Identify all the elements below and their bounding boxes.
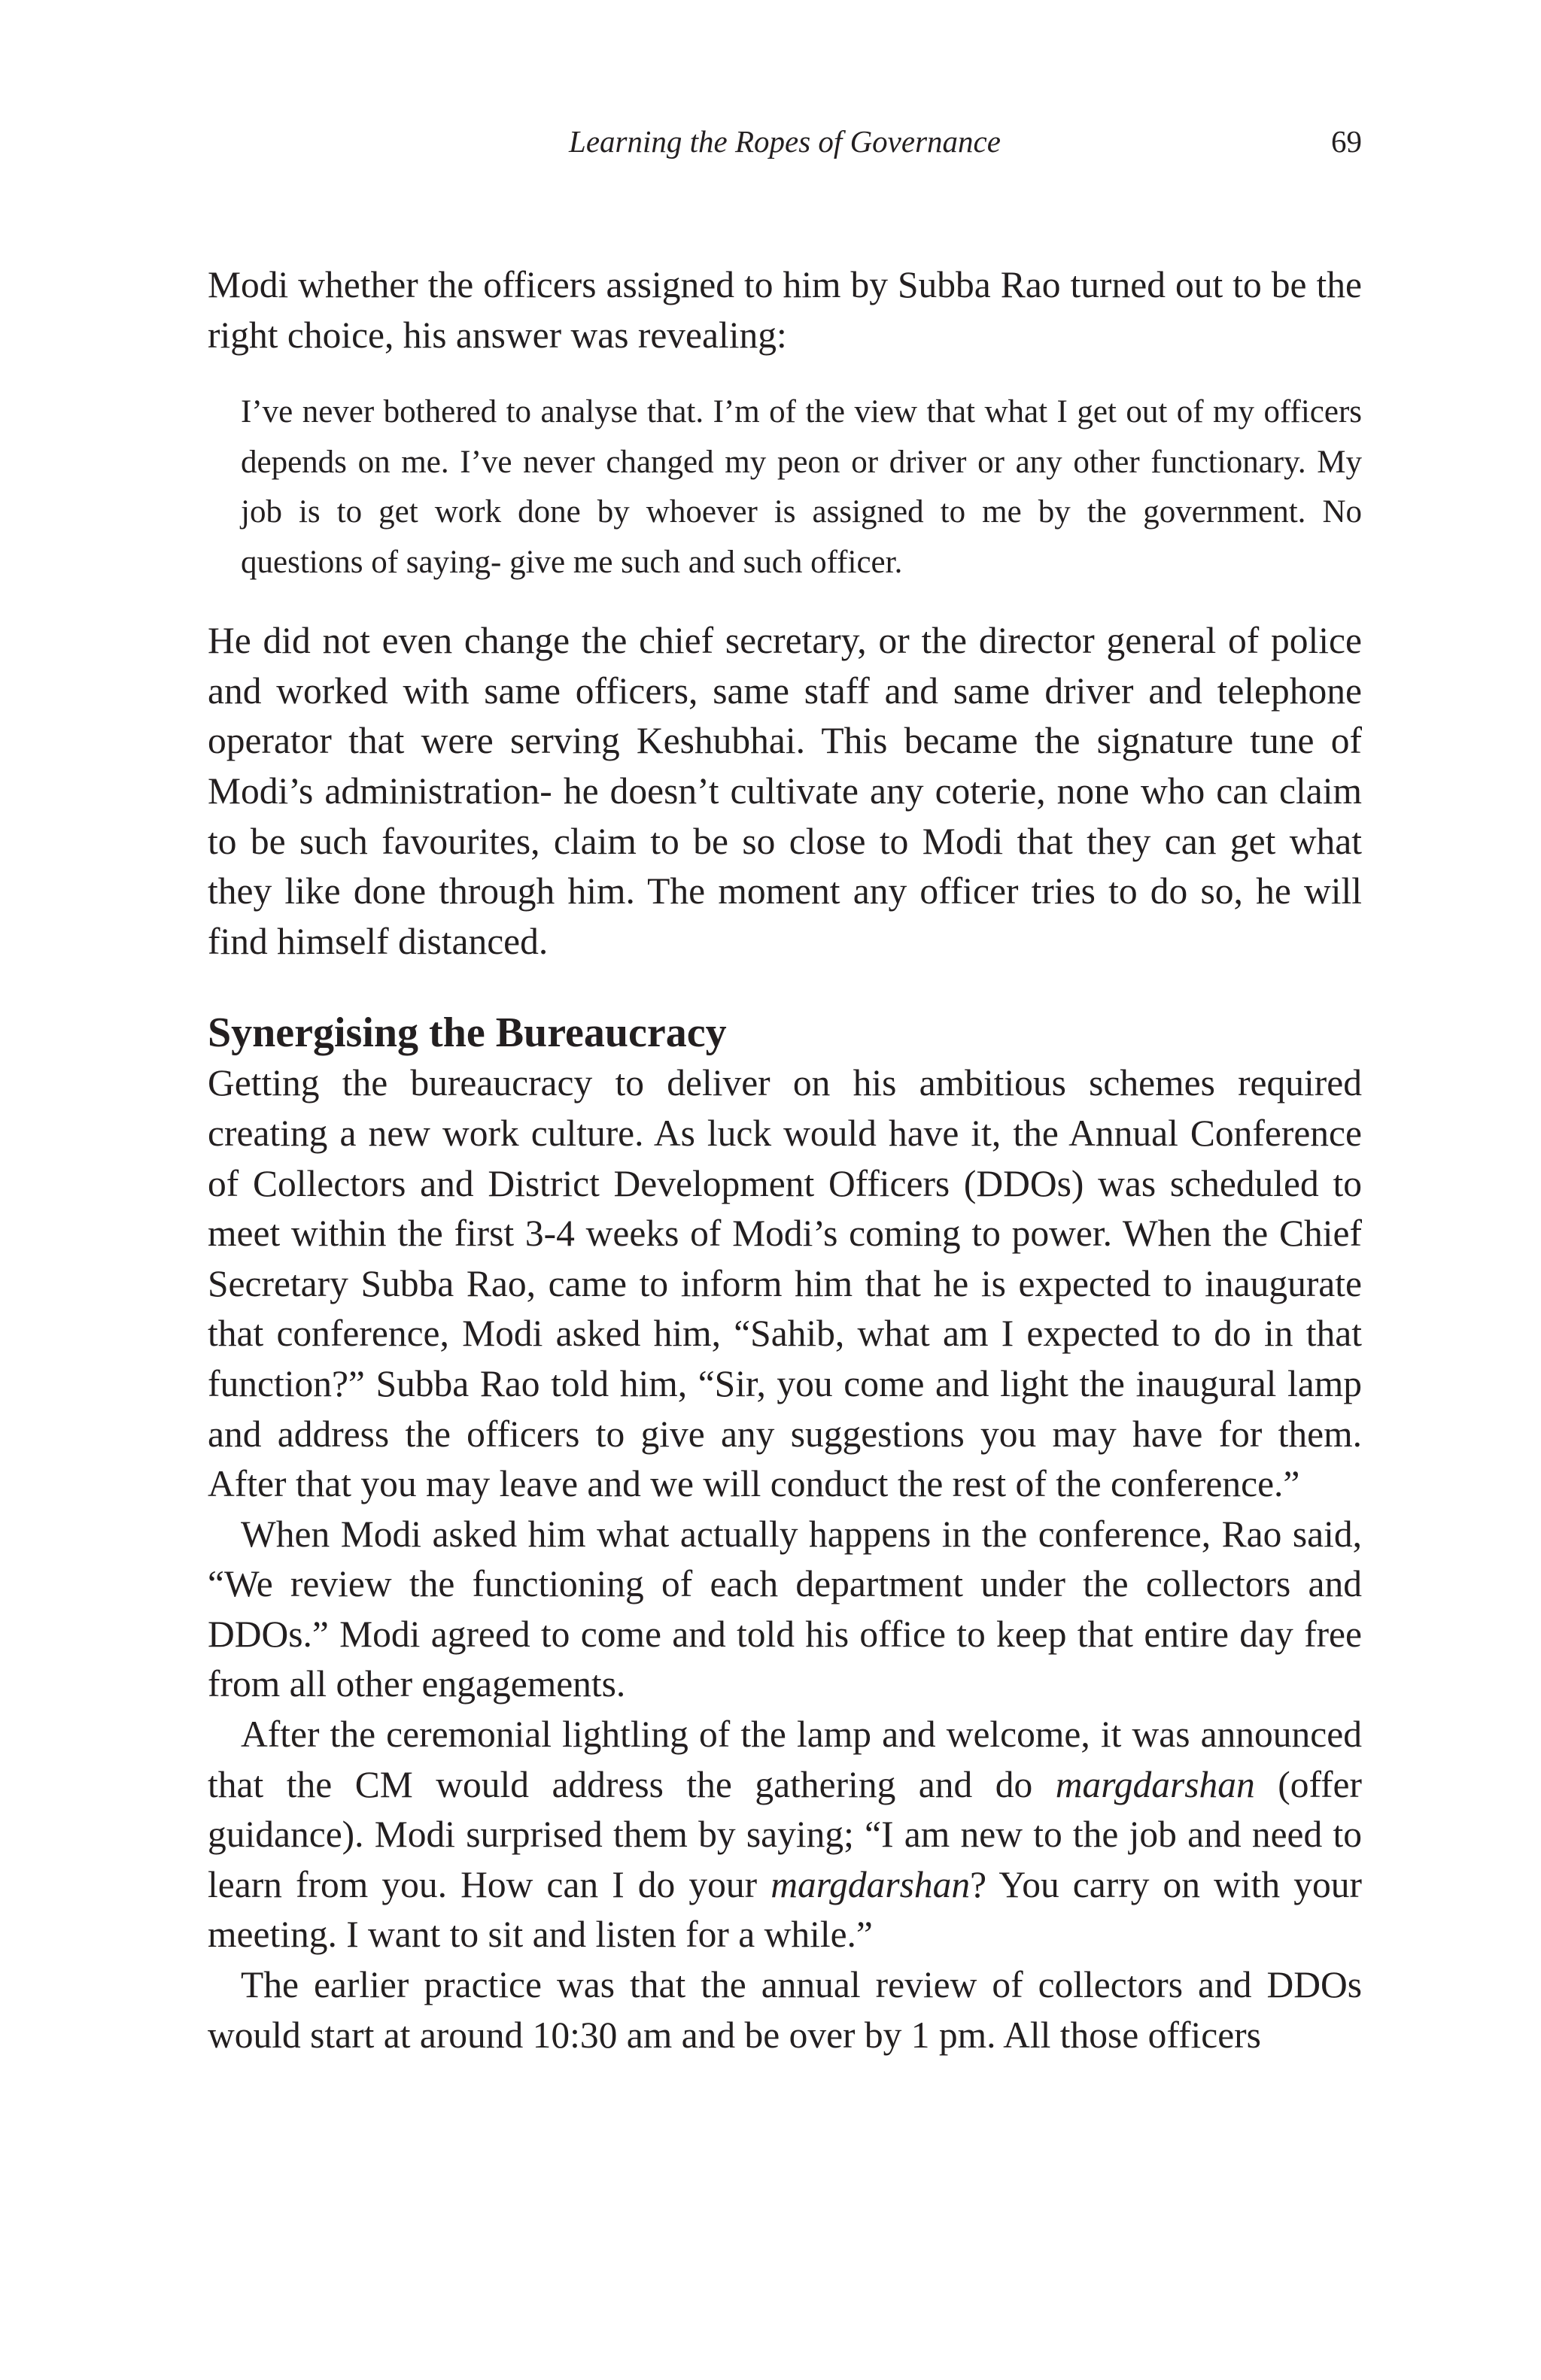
paragraph: When Modi asked him what actually happens in the conference, Rao said, “We review the functioning of each department under the collectors and DDOs.” Modi agreed to come and told his office to keep that entire day free from all other engagements. — [208, 1513, 1362, 1705]
paragraph: The earlier practice was that the annual review of collectors and DDOs would start at around 10:30 am and be over by 1 pm. All those officers — [208, 1964, 1362, 2056]
text-run: ? You carry on with your meeting. I want to sit and listen for a while.” — [208, 1863, 1362, 1956]
page-number: 69 — [1331, 124, 1362, 159]
body-text — [208, 260, 1362, 2060]
text-run: After the ceremonial lightling of the lamp and welcome, it was announced that the CM would address the gathering and do — [208, 1714, 1362, 1805]
running-title: Learning the Ropes of Governance — [569, 124, 1001, 159]
paragraph: He did not even change the chief secretary, or the director general of police and worked with same officers, same staff and same driver and telephone operator that were serving Keshubhai. This became the signature tune of Modi’s administration- he doesn’t cultivate any coterie, none who can claim to be such favourites, claim to be so close to Modi that they can get what they like done through him. The moment any officer tries to do so, he will find himself distanced. — [208, 620, 1362, 962]
running-header — [208, 119, 1362, 164]
italic-term: margdarshan — [770, 1863, 971, 1905]
paragraph: Getting the bureaucracy to deliver on his ambitious schemes required creating a new work culture. As luck would have it, the Annual Conference of Collectors and District Development Officers (DDOs) was scheduled to meet within the first 3-4 weeks of Modi’s coming to power. When the Chief Secretary Subba Rao, came to inform him that he is expected to inaugurate that conference, Modi asked him, “Sahib, what am I expected to do in that function?” Subba Rao told him, “Sir, you come and light the inaugural lamp and address the officers to give any suggestions you may have for them. After that you may leave and we will conduct the rest of the conference.” — [208, 1062, 1362, 1505]
italic-term: margdarshan — [1055, 1763, 1255, 1805]
section-heading: Synergising the Bureaucracy — [208, 1009, 727, 1057]
paragraph: Modi whether the officers assigned to him by Subba Rao turned out to be the right choice, his answer was revealing: — [208, 264, 1362, 356]
block-quote: I’ve never bothered to analyse that. I’m of the view that what I get out of my officers depends on me. I’ve never changed my peon or driver or any other functionary. My job is to get work done by whoever is assigned to me by the government. No questions of saying- give me such and such officer. — [241, 394, 1362, 580]
text-run: (offer guidance). Modi surprised them by saying; “I am new to the job and need to learn from you. How can I do your — [208, 1763, 1362, 1905]
paragraph — [208, 1710, 1362, 1960]
